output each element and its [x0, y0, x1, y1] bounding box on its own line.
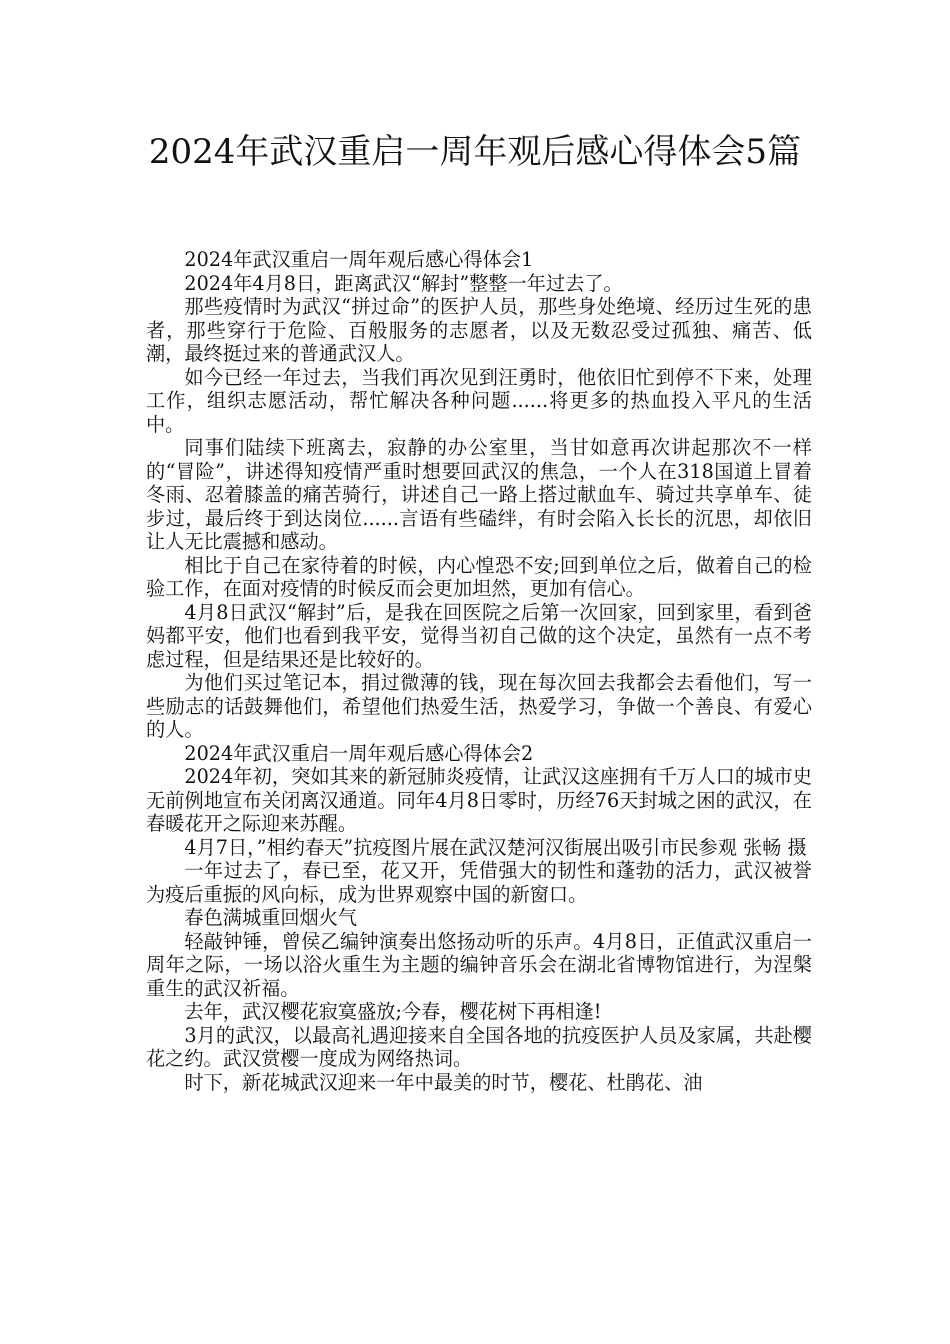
- paragraph: 为他们买过笔记本，捐过微薄的钱，现在每次回去我都会去看他们，写一些励志的话鼓舞他们，希望他们热爱生活，热爱学习，争做一个善良、有爱心的人。: [146, 671, 812, 741]
- document-body: [146, 248, 812, 1094]
- paragraph: 2024年4月8日，距离武汉“解封”整整一年过去了。: [184, 271, 623, 295]
- paragraph: 2024年初，突如其来的新冠肺炎疫情，让武汉这座拥有千万人口的城市史无前例地宣布关闭离汉通道。同年4月8日零时，历经76天封城之困的武汉，在春暖花开之际迎来苏醒。: [146, 765, 812, 835]
- paragraph: 3月的武汉，以最高礼遇迎接来自全国各地的抗疫医护人员及家属，共赴樱花之约。武汉赏樱一度成为网络热词。: [146, 1023, 812, 1070]
- paragraph: 时下，新花城武汉迎来一年中最美的时节，樱花、杜鹃花、油: [184, 1070, 703, 1094]
- photo-caption: 4月7日，”相约春天”抗疫图片展在武汉楚河汉街展出吸引市民参观 张畅 摄: [184, 835, 807, 859]
- paragraph: 如今已经一年过去，当我们再次见到汪勇时，他依旧忙到停不下来，处理工作，组织志愿活动，帮忙解决各种问题......将更多的热血投入平凡的生活中。: [146, 365, 812, 436]
- section-heading-2: 2024年武汉重启一周年观后感心得体会2: [184, 741, 534, 765]
- paragraph: 去年，武汉樱花寂寞盛放;今春，樱花树下再相逢!: [184, 1000, 602, 1023]
- section-heading-1: 2024年武汉重启一周年观后感心得体会1: [184, 248, 534, 271]
- paragraph: 一年过去了，春已至，花又开，凭借强大的韧性和蓬勃的活力，武汉被誉为疫后重振的风向标，成为世界观察中国的新窗口。: [146, 859, 812, 906]
- paragraph: 同事们陆续下班离去，寂静的办公室里，当甘如意再次讲起那次不一样的“冒险”，讲述得知疫情严重时想要回武汉的焦急，一个人在318国道上冒着冬雨、忍着膝盖的痛苦骑行，讲述自己一路上搭过献血车、骑过共享单车、徒步过，最后终于到达岗位......言语有些磕绊，有时会陷入长长的沉思，却依旧让人无比震撼和感动。: [146, 436, 812, 553]
- paragraph: 4月8日武汉“解封”后，是我在回医院之后第一次回家，回到家里，看到爸妈都平安，他们也看到我平安，觉得当初自己做的这个决定，虽然有一点不考虑过程，但是结果还是比较好的。: [146, 600, 812, 671]
- paragraph: 相比于自己在家待着的时候，内心惶恐不安;回到单位之后，做着自己的检验工作，在面对疫情的时候反而会更加坦然，更加有信心。: [146, 553, 812, 600]
- paragraph: 轻敲钟锤，曾侯乙编钟演奏出悠扬动听的乐声。4月8日，正值武汉重启一周年之际，一场以浴火重生为主题的编钟音乐会在湖北省博物馆进行，为涅槃重生的武汉祈福。: [146, 929, 812, 1000]
- subheading: 春色满城重回烟火气: [184, 906, 358, 929]
- paragraph: 那些疫情时为武汉“拼过命”的医护人员，那些身处绝境、经历过生死的患者，那些穿行于危险、百般服务的志愿者，以及无数忍受过孤独、痛苦、低潮，最终挺过来的普通武汉人。: [146, 295, 812, 365]
- document-title: 2024年武汉重启一周年观后感心得体会5篇: [148, 132, 802, 172]
